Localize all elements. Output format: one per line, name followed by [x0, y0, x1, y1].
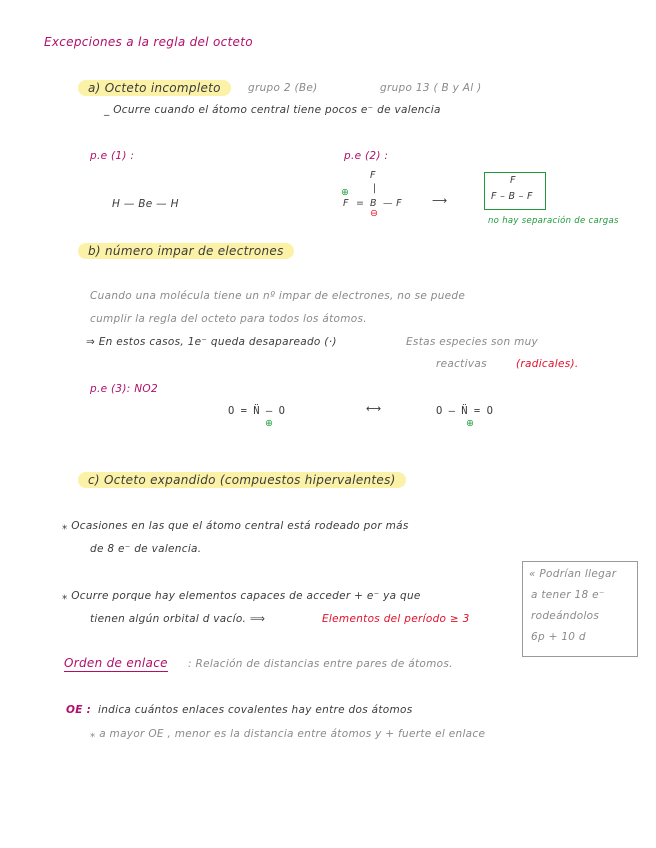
note-line-2: a tener 18 e⁻	[531, 589, 605, 601]
section-c-bullet-1-line-2: de 8 e⁻ de valencia.	[90, 543, 202, 555]
section-a-heading: a) Octeto incompleto	[78, 80, 231, 96]
bond-order-definition: : Relación de distancias entre pares de átomos.	[188, 658, 453, 670]
unpaired-electron-note: ⇒ En estos casos, 1e⁻ queda desapareado (·)	[86, 336, 337, 348]
group-13-note: grupo 13 ( B y Al )	[380, 82, 482, 94]
radicals-term: (radicales).	[516, 358, 579, 370]
example-3-label: p.e (3): NO2	[90, 383, 158, 395]
bf3-boron: B	[370, 198, 377, 209]
period-3-elements: Elementos del período ≥ 3	[322, 613, 470, 625]
no-charge-note: no hay separación de cargas	[488, 216, 619, 226]
reactive-word: reactivas	[436, 358, 487, 370]
oe-label: OE :	[66, 704, 92, 716]
bf3-resonance-box	[484, 172, 546, 210]
no2-left-plus-charge: ⊕	[265, 418, 273, 429]
section-c-bullet-1-line-1: ⁎ Ocasiones en las que el átomo central está rodeado por más	[62, 520, 409, 532]
bf3-minus-charge: ⊖	[370, 208, 379, 219]
box-bf3-formula: F – B – F	[491, 191, 533, 202]
no2-right-plus-charge: ⊕	[466, 418, 474, 429]
bond-order-heading: Orden de enlace	[64, 656, 168, 670]
section-c-bullet-2-line-1: ⁎ Ocurre porque hay elementos capaces de acceder + e⁻ ya que	[62, 590, 421, 602]
bf3-double-bond: =	[356, 198, 365, 209]
reaction-arrow: ⟶	[432, 195, 448, 207]
section-b-paragraph-line-2: cumplir la regla del octeto para todos los átomos.	[90, 313, 367, 325]
resonance-arrow: ⟷	[366, 403, 382, 415]
beh2-formula: H — Be — H	[112, 198, 179, 210]
section-c-bullet-2-line-2: tienen algún orbital d vacío. ⟹	[90, 613, 266, 625]
section-b-paragraph-line-1: Cuando una molécula tiene un nº impar de electrones, no se puede	[90, 290, 466, 302]
oe-rule-note: ⁎ a mayor OE , menor es la distancia entre átomos y + fuerte el enlace	[90, 728, 486, 740]
example-1-label: p.e (1) :	[90, 150, 135, 162]
bf3-top-fluorine: F	[370, 170, 376, 181]
bf3-right-bond: — F	[383, 198, 402, 209]
note-line-1: « Podrían llegar	[529, 568, 617, 580]
oe-definition: indica cuántos enlaces covalentes hay entre dos átomos	[98, 704, 413, 716]
example-2-label: p.e (2) :	[344, 150, 389, 162]
bf3-plus-charge: ⊕	[341, 187, 350, 198]
section-a-description: _ Ocurre cuando el átomo central tiene pocos e⁻ de valencia	[104, 104, 441, 116]
expanded-octet-note-box	[522, 561, 638, 657]
no2-structure-right: O — N̈ = O	[436, 405, 493, 417]
group-2-note: grupo 2 (Be)	[248, 82, 318, 94]
reactive-species-note: Estas especies son muy	[406, 336, 539, 348]
no2-structure-left: O = N̈ — O	[228, 405, 285, 417]
section-c-heading: c) Octeto expandido (compuestos hipervalentes)	[78, 472, 406, 488]
bf3-vertical-bond: |	[373, 183, 377, 194]
page-title: Excepciones a la regla del octeto	[44, 35, 253, 49]
bf3-left-fluorine: F	[343, 198, 349, 209]
box-top-fluorine: F	[510, 175, 516, 186]
note-line-4: 6p + 10 d	[531, 631, 586, 643]
note-line-3: rodeándolos	[531, 610, 600, 622]
section-b-heading: b) número impar de electrones	[78, 243, 294, 259]
